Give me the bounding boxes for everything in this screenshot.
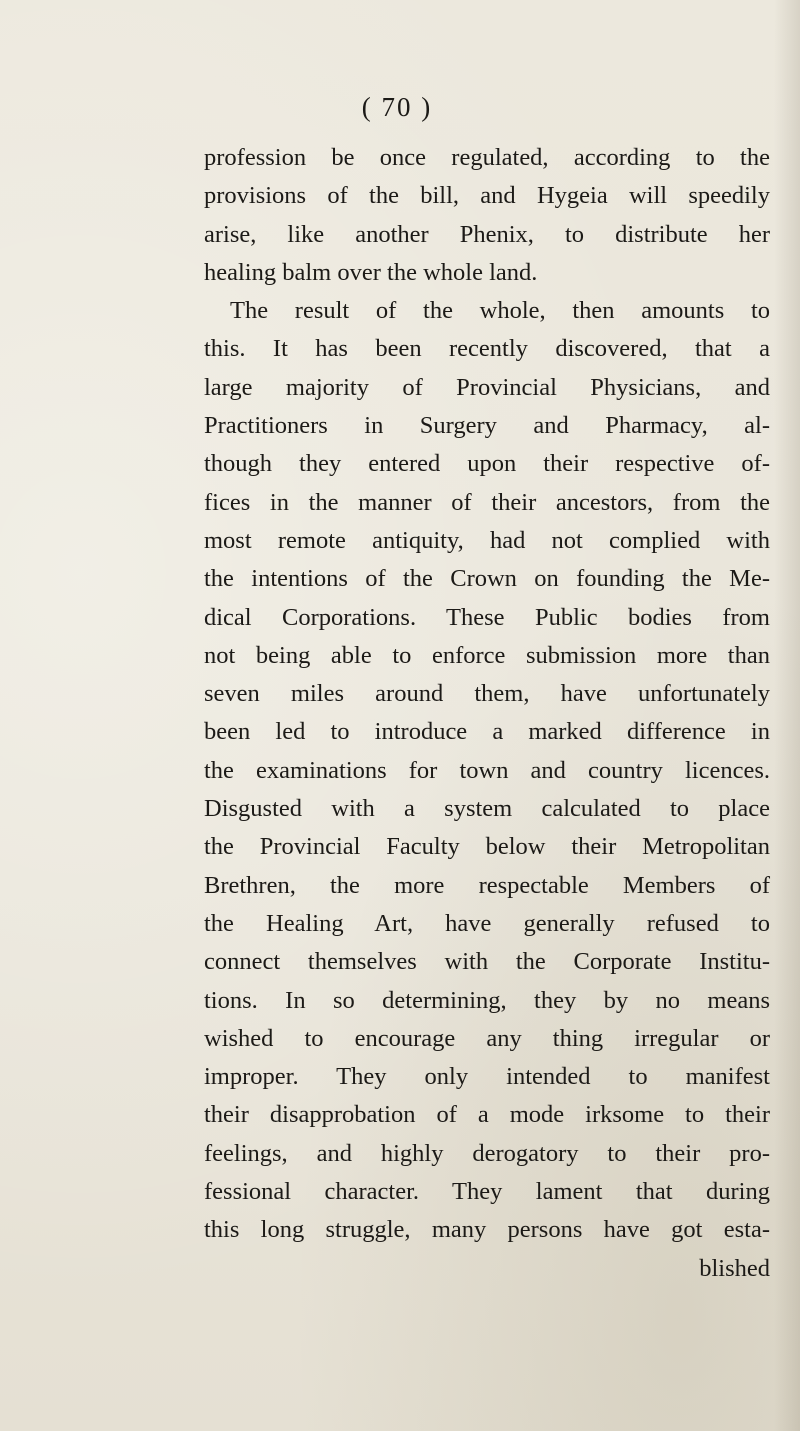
- text-line: this. It has been recently discovered, that a: [204, 335, 770, 363]
- text-line: connect themselves with the Corporate Institu-: [204, 948, 770, 976]
- text-line: The result of the whole, then amounts to: [230, 297, 770, 325]
- text-line: the examinations for town and country licences.: [204, 756, 770, 784]
- text-line: profession be once regulated, according to the: [204, 144, 770, 171]
- text-line: wished to encourage any thing irregular or: [204, 1024, 770, 1052]
- text-line: not being able to enforce submission more than: [204, 641, 770, 669]
- text-line: large majority of Provincial Physicians, and: [204, 373, 770, 401]
- text-line: fices in the manner of their ancestors, from the: [204, 488, 770, 516]
- text-line: Brethren, the more respectable Members of: [204, 871, 770, 899]
- text-line: healing balm over the whole land.: [204, 258, 538, 286]
- text-line: seven miles around them, have unfortunately: [204, 680, 770, 708]
- page-number: ( 70 ): [361, 92, 433, 122]
- text-line: dical Corporations. These Public bodies from: [204, 603, 770, 631]
- page-edge-shadow: [774, 0, 800, 1431]
- text-line: provisions of the bill, and Hygeia will speedily: [204, 182, 770, 210]
- text-line: this long struggle, many persons have got esta-: [204, 1216, 770, 1244]
- text-line: arise, like another Phenix, to distribute her: [204, 220, 770, 248]
- text-line: their disapprobation of a mode irksome to their: [204, 1101, 770, 1129]
- text-line: feelings, and highly derogatory to their pro-: [204, 1139, 770, 1167]
- text-line: the intentions of the Crown on founding the Me-: [204, 565, 770, 593]
- text-line: fessional character. They lament that during: [204, 1178, 770, 1206]
- text-line: improper. They only intended to manifest: [204, 1063, 770, 1091]
- text-line: the Provincial Faculty below their Metropolitan: [204, 833, 770, 861]
- text-line: tions. In so determining, they by no means: [204, 986, 770, 1014]
- text-line: Disgusted with a system calculated to place: [204, 795, 770, 823]
- text-line: been led to introduce a marked difference in: [204, 718, 770, 746]
- text-line: Practitioners in Surgery and Pharmacy, al-: [204, 412, 770, 440]
- text-line: the Healing Art, have generally refused to: [204, 909, 770, 937]
- catchword: blished: [699, 1254, 770, 1282]
- body-text: [204, 139, 770, 1288]
- text-line: though they entered upon their respective of-: [204, 450, 770, 478]
- text-line: most remote antiquity, had not complied with: [204, 526, 770, 554]
